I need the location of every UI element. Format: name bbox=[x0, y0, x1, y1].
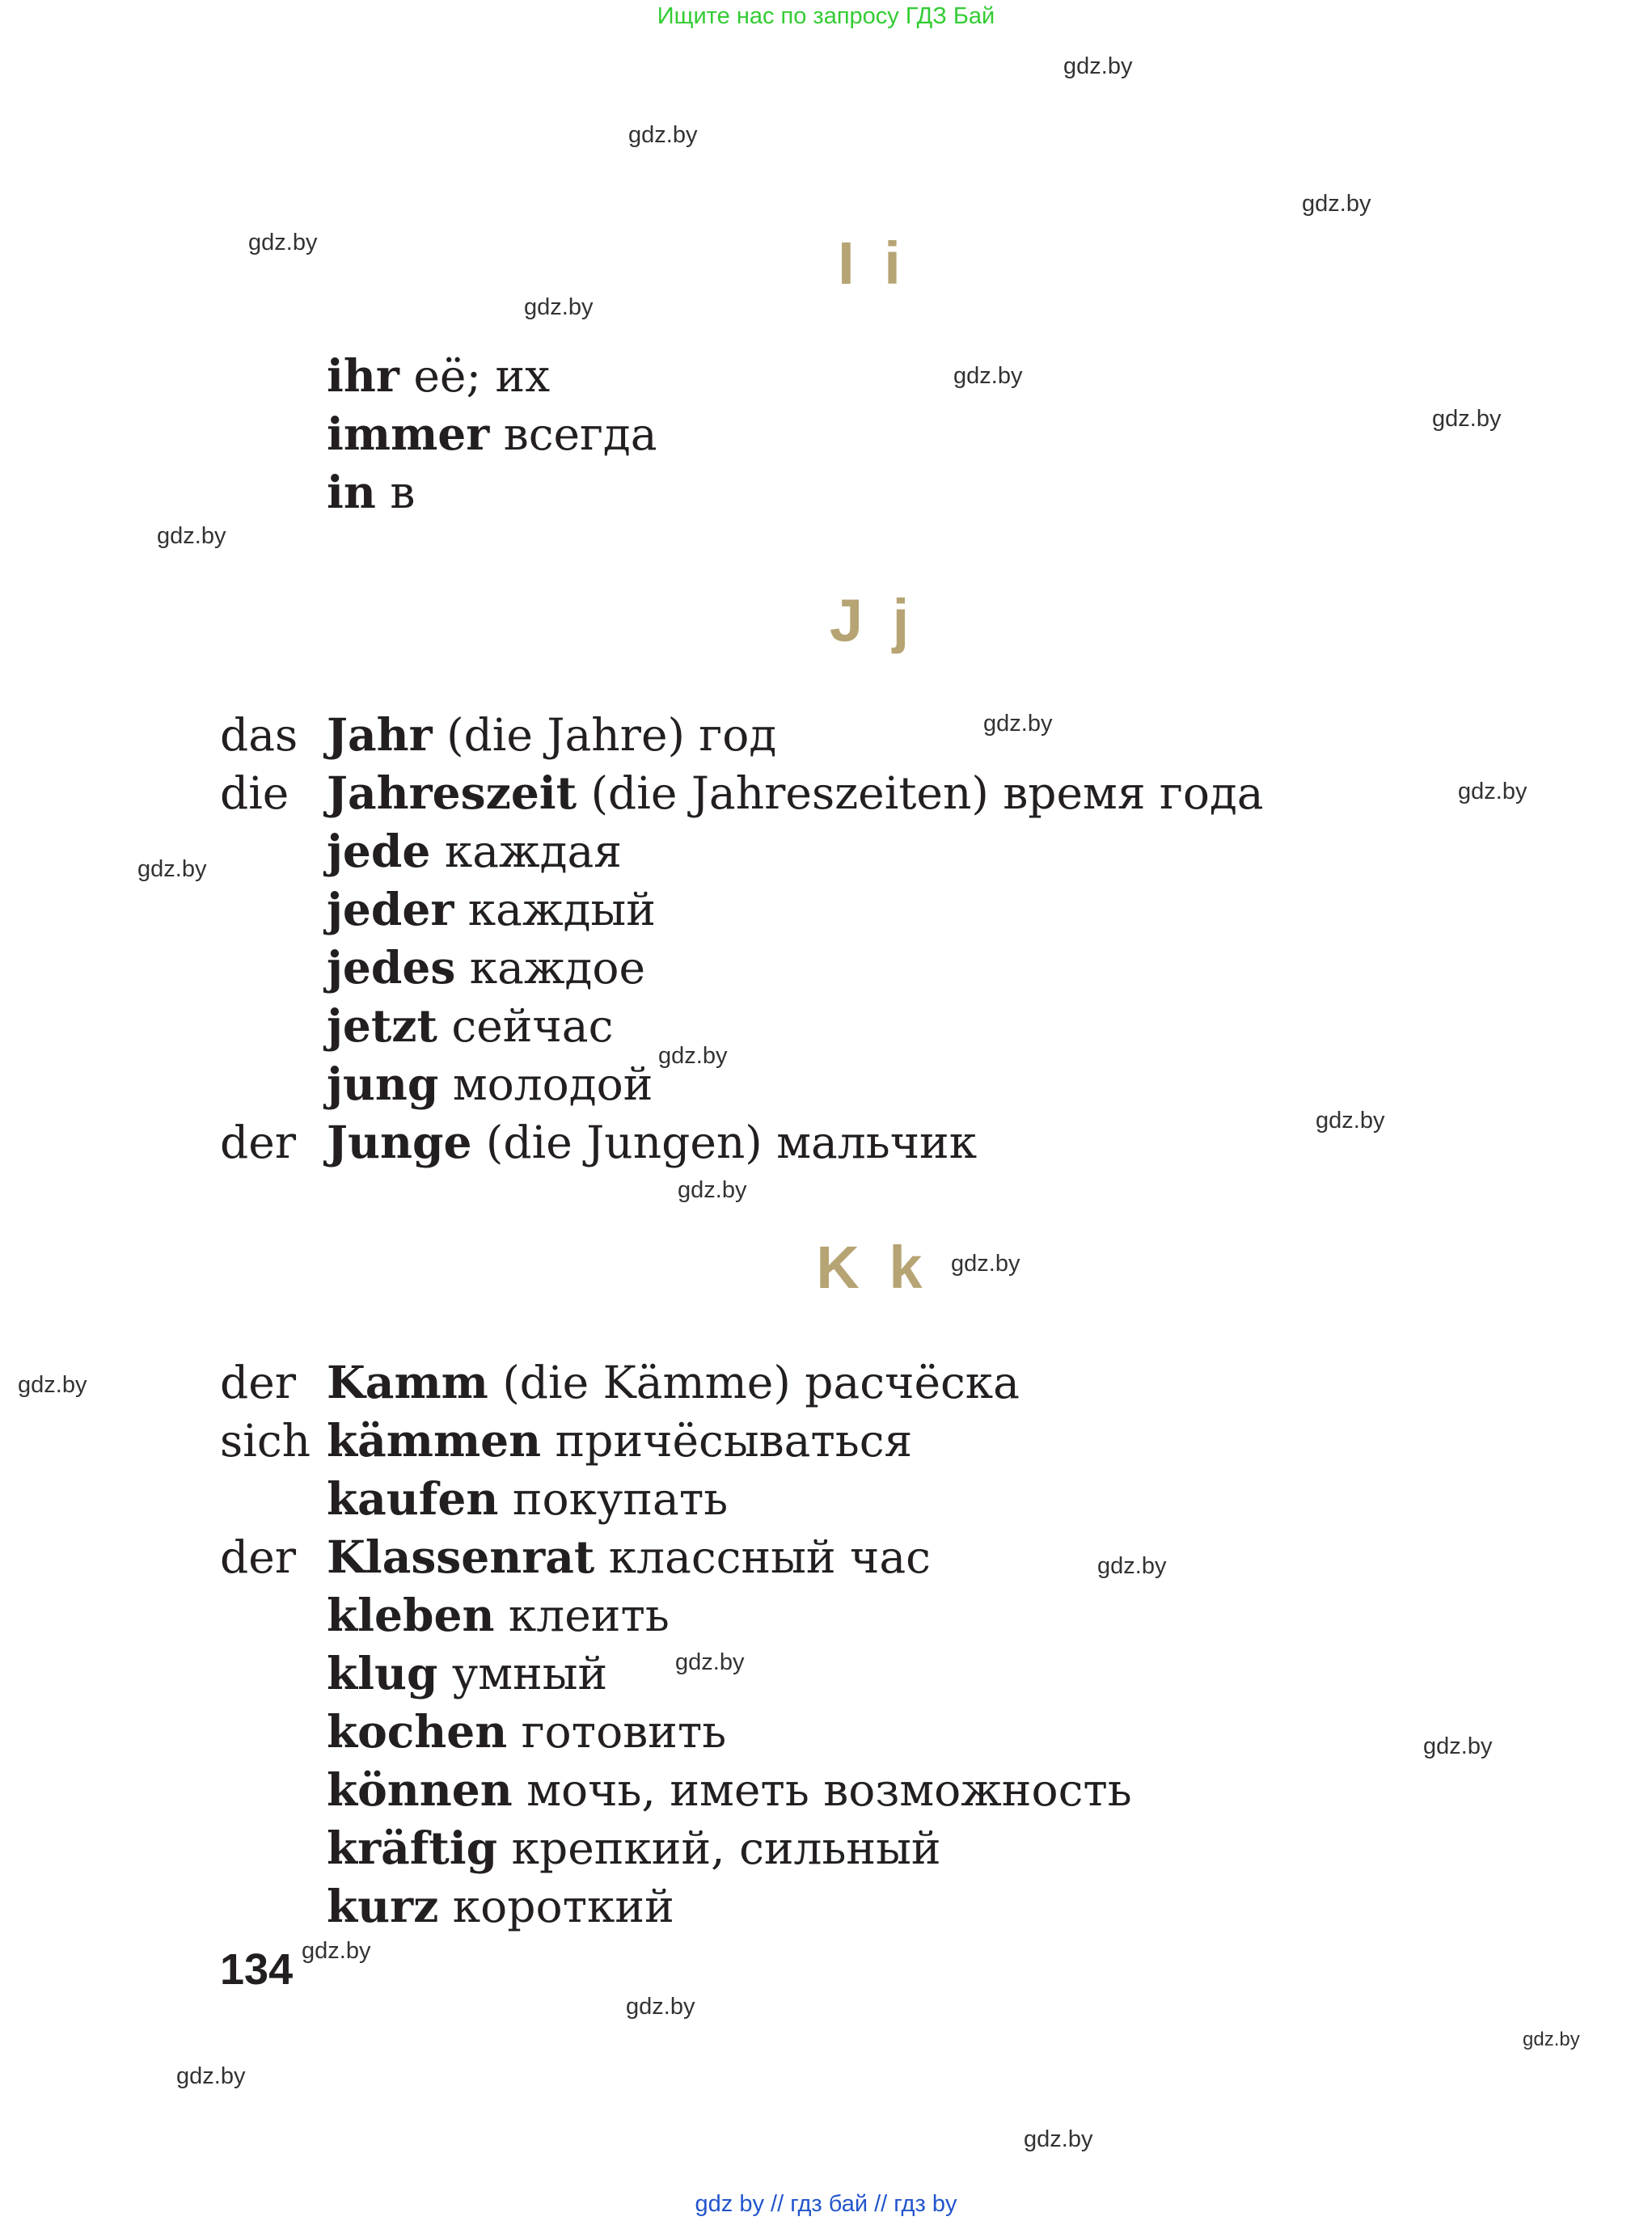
watermark: gdz.by bbox=[675, 1649, 745, 1675]
entry-word: kaufen bbox=[327, 1472, 499, 1525]
entry-translation: сейчас bbox=[437, 1000, 614, 1052]
watermark: gdz.by bbox=[1063, 53, 1133, 79]
top-banner: Ищите нас по запросу ГДЗ Бай bbox=[657, 3, 995, 29]
entry-article: der bbox=[220, 1117, 297, 1168]
section-letter-k: K k bbox=[816, 1234, 929, 1301]
entry-translation: (die Jungen) мальчик bbox=[471, 1117, 978, 1168]
entry-word: kleben bbox=[327, 1589, 495, 1641]
entry-word: jedes bbox=[327, 941, 456, 994]
watermark: gdz.by bbox=[1302, 191, 1371, 217]
entry-translation: классный час bbox=[594, 1531, 931, 1583]
entry-translation: её; их bbox=[399, 350, 551, 402]
entry-word: kurz bbox=[327, 1880, 439, 1932]
watermark: gdz.by bbox=[302, 1938, 371, 1964]
entry-translation: клеить bbox=[494, 1590, 670, 1641]
entry-word: Jahreszeit bbox=[327, 766, 577, 819]
entry-translation: крепкий, сильный bbox=[497, 1822, 941, 1874]
entry-word: jeder bbox=[327, 883, 454, 935]
watermark: gdz.by bbox=[157, 523, 226, 549]
entry-article: das bbox=[220, 709, 298, 761]
entry-word: in bbox=[327, 466, 376, 518]
watermark: gdz.by bbox=[18, 1372, 87, 1398]
entry-translation: (die Kämme) расчёска bbox=[488, 1357, 1020, 1408]
entry-translation: покупать bbox=[498, 1473, 729, 1525]
watermark: gdz.by bbox=[176, 2063, 246, 2089]
watermark: gdz.by bbox=[248, 230, 318, 255]
watermark: gdz.by bbox=[1024, 2126, 1093, 2152]
entry-word: jung bbox=[327, 1058, 439, 1110]
entry-word: kräftig bbox=[327, 1822, 498, 1874]
entry-translation: каждый bbox=[454, 884, 656, 935]
entry-translation: каждая bbox=[430, 825, 622, 877]
entry-translation: молодой bbox=[438, 1058, 653, 1110]
watermark: gdz.by bbox=[137, 856, 207, 882]
entry-word: immer bbox=[327, 407, 490, 460]
entry-article: der bbox=[220, 1531, 297, 1583]
entry-translation: умный bbox=[437, 1648, 608, 1699]
entry-word: Klassenrat bbox=[327, 1530, 595, 1583]
entry-word: jede bbox=[327, 825, 431, 877]
watermark: gdz.by bbox=[628, 122, 698, 148]
entry-translation: причёсываться bbox=[541, 1415, 913, 1467]
entry-word: ihr bbox=[327, 349, 399, 402]
entry-word: Kamm bbox=[327, 1356, 488, 1408]
watermark: gdz.by bbox=[1458, 779, 1527, 804]
footer-links: gdz by // гдз бай // гдз by bbox=[695, 2191, 957, 2217]
watermark: gdz.by bbox=[524, 294, 594, 320]
entry-translation: короткий bbox=[438, 1881, 674, 1932]
entry-word: klug bbox=[327, 1647, 438, 1699]
watermark: gdz.by bbox=[1423, 1733, 1493, 1759]
entry-word: kämmen bbox=[327, 1414, 542, 1467]
entry-article: der bbox=[220, 1357, 297, 1408]
watermark: gdz.by bbox=[1523, 2029, 1580, 2050]
entry-word: können bbox=[327, 1763, 513, 1816]
entry-translation: всегда bbox=[489, 408, 657, 460]
watermark: gdz.by bbox=[951, 1251, 1020, 1277]
section-letter-i: I i bbox=[838, 230, 907, 297]
entry-translation: каждое bbox=[455, 942, 646, 994]
watermark: gdz.by bbox=[1432, 406, 1502, 432]
entry-word: Jahr bbox=[327, 708, 433, 761]
entry-word: Junge bbox=[327, 1116, 472, 1168]
watermark: gdz.by bbox=[658, 1043, 728, 1069]
entry-translation: мочь, иметь возможность bbox=[512, 1764, 1132, 1816]
watermark: gdz.by bbox=[953, 363, 1023, 389]
watermark: gdz.by bbox=[983, 711, 1053, 737]
entry-article: die bbox=[220, 767, 289, 819]
entry-translation: готовить bbox=[507, 1706, 727, 1758]
entry-article: sich bbox=[220, 1415, 311, 1467]
entry-translation: (die Jahre) год bbox=[432, 709, 777, 761]
page-number: 134 bbox=[220, 1945, 294, 1994]
entry-word: jetzt bbox=[327, 999, 437, 1052]
watermark: gdz.by bbox=[626, 1994, 695, 2020]
entry-word: kochen bbox=[327, 1705, 508, 1758]
watermark: gdz.by bbox=[1097, 1553, 1167, 1579]
entry-translation: в bbox=[375, 467, 416, 518]
section-letter-j: J j bbox=[829, 587, 916, 654]
watermark: gdz.by bbox=[678, 1177, 747, 1203]
entry-translation: (die Jahreszeiten) время года bbox=[577, 767, 1264, 819]
watermark: gdz.by bbox=[1316, 1108, 1385, 1134]
